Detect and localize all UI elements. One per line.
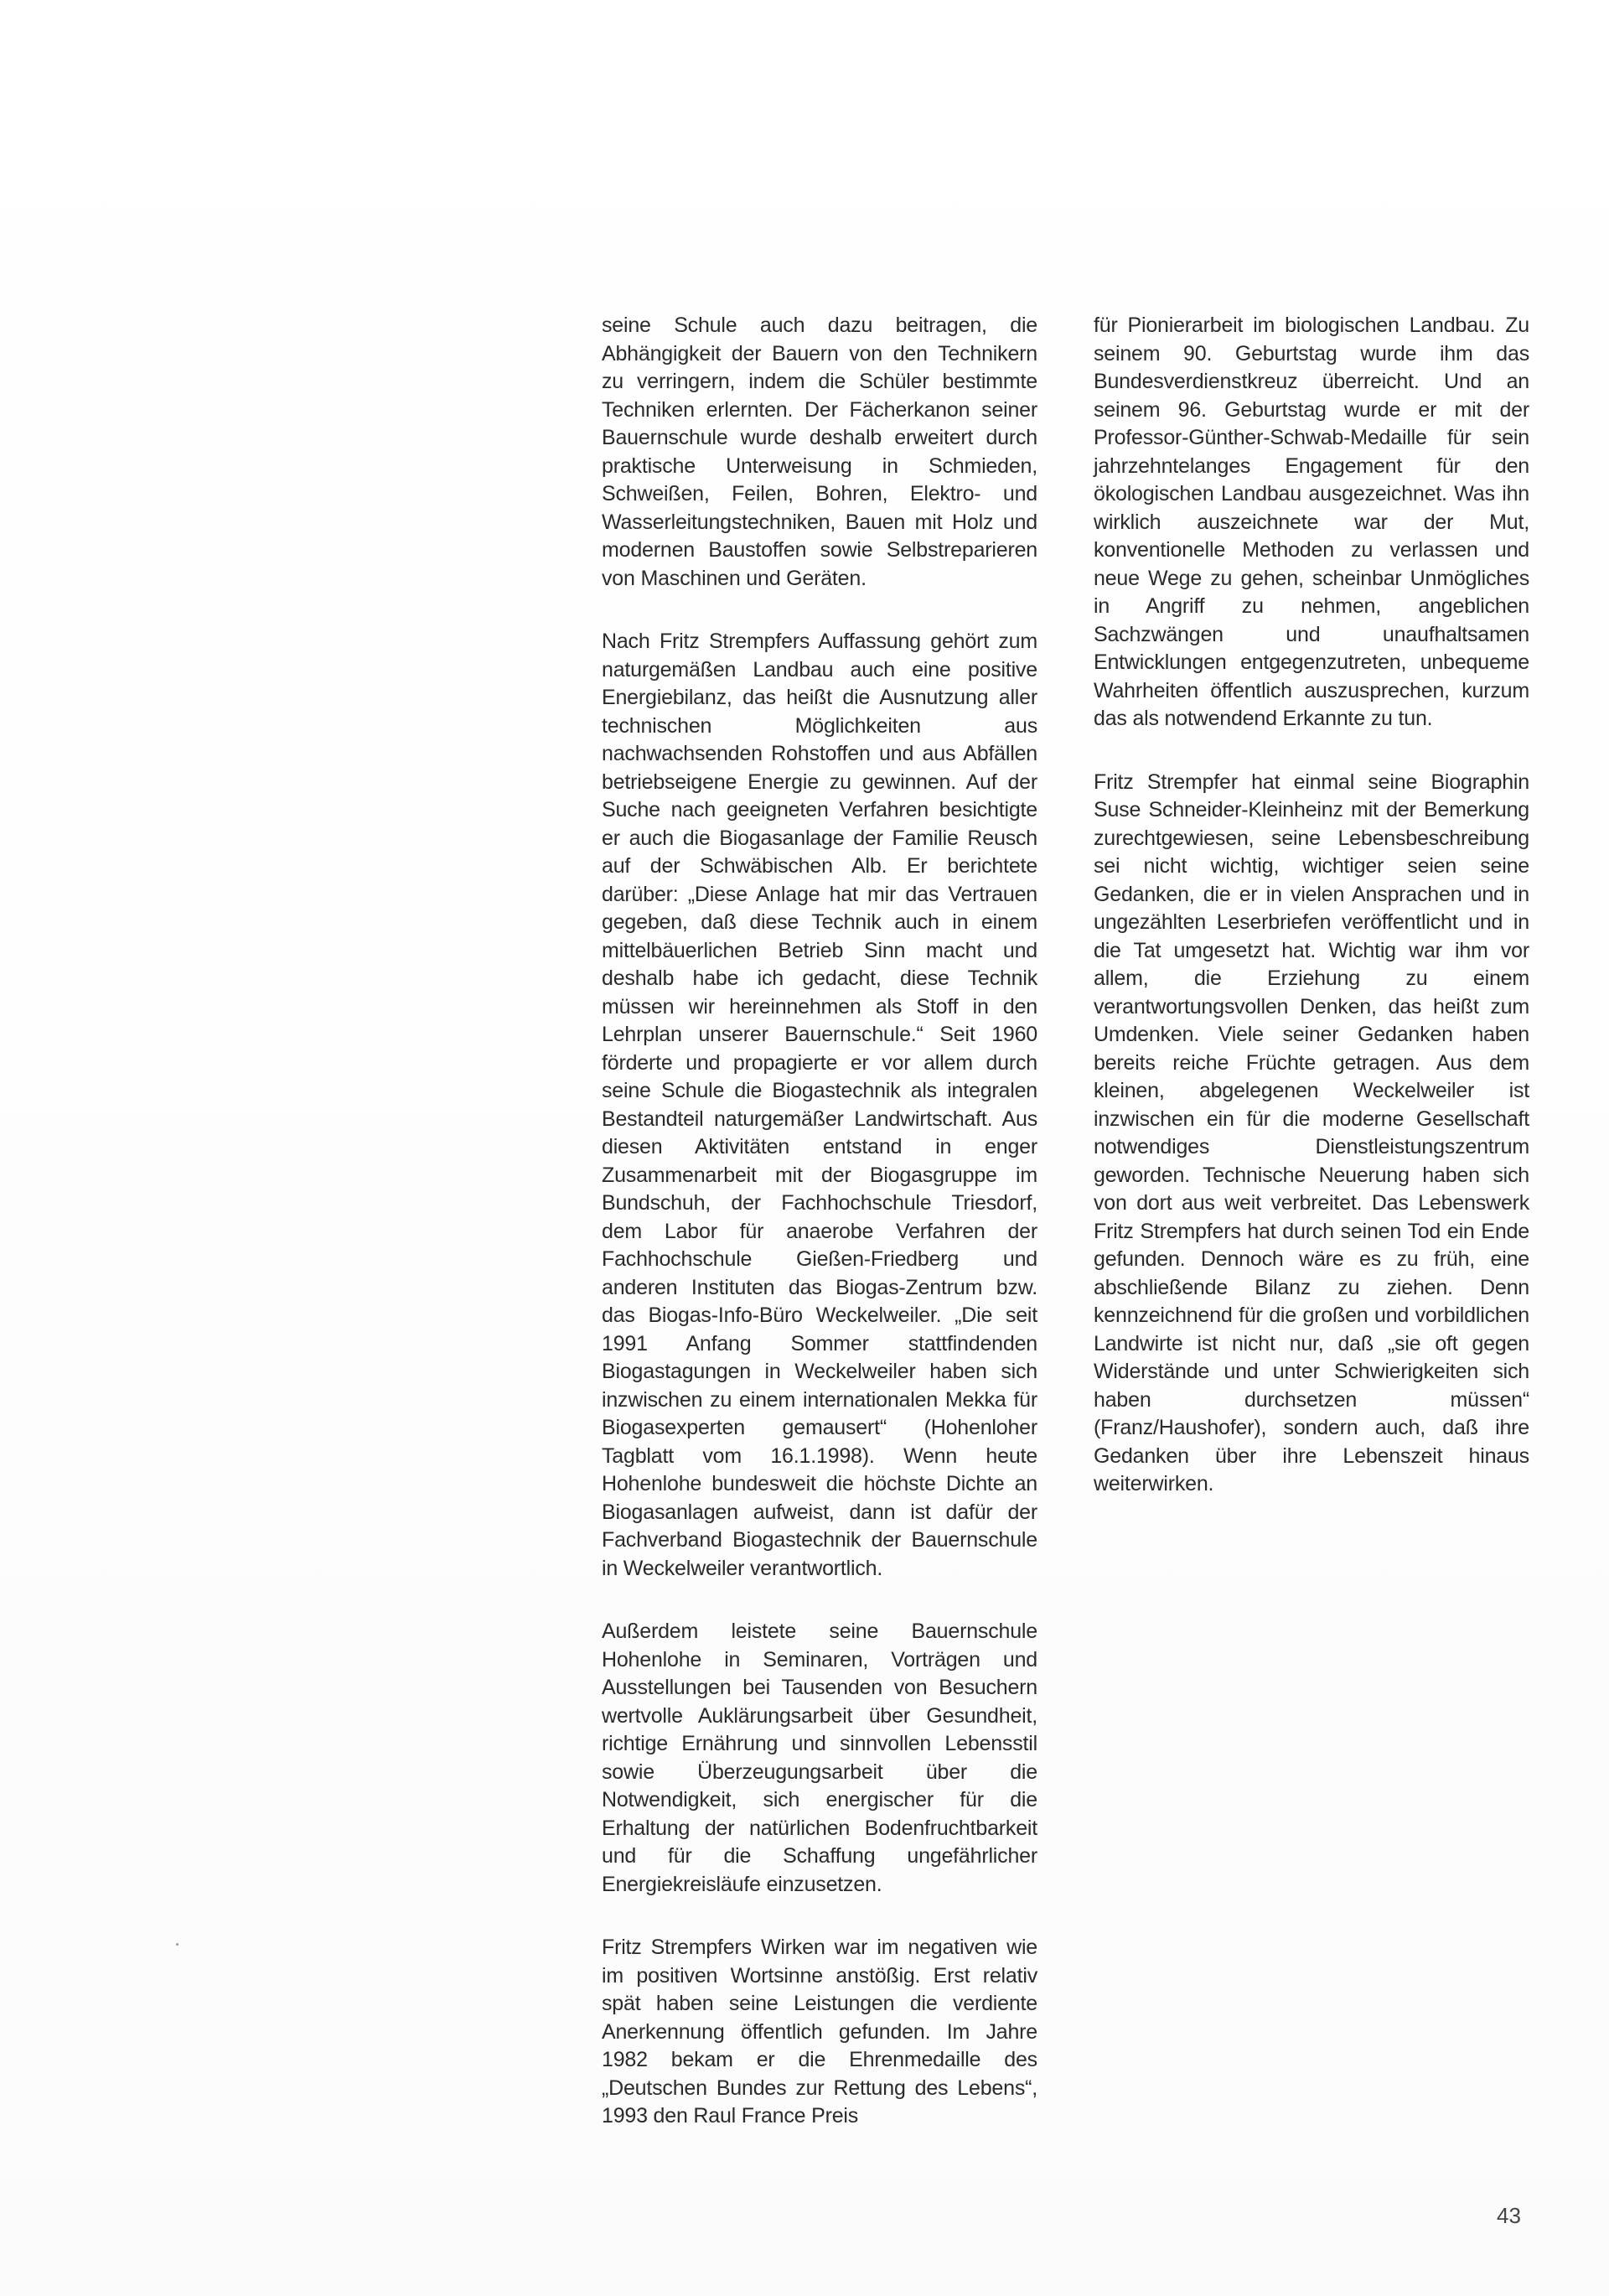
paragraph-education-outreach: Außerdem leistete seine Bauernschule Hohenlohe in Seminaren, Vorträgen und Ausstellungen bei Tausenden von Besuchern wertvolle Auklärungsarbeit über Gesundheit, richtige Ernährung und sinnvollen Lebensstil sowie Überzeugungsarbeit über die Notwendigkeit, sich energischer für die Erhaltung der natürlichen Bodenfruchtbarkeit und für die Schaffung ungefährlicher Energiekreisläufe einzusetzen. xyxy=(602,1620,1037,1896)
right-text-column xyxy=(1094,312,1529,1534)
page-number: 43 xyxy=(1497,2203,1521,2228)
paragraph-awards-courage: für Pionierarbeit im biologischen Landbau. Zu seinem 90. Geburtstag wurde ihm das Bundesverdienstkreuz überreicht. Und an seinem 96. Geburtstag wurde er mit der Professor-Günther-Schwab-Medaille für sein jahrzehntelanges Engagement für den ökologischen Landbau ausgezeichnet. Was ihn wirklich auszeichnete war der Mut, konventionelle Methoden zu verlassen und neue Wege zu gehen, scheinbar Unmögliches in Angriff zu nehmen, angeblichen Sachzwängen und unaufhaltsamen Entwicklungen entgegenzutreten, unbequeme Wahrheiten öffentlich auszusprechen, kurzum das als notwendend Erkannte zu tun. xyxy=(1094,314,1529,730)
paragraph-recognition: Fritz Strempfers Wirken war im negativen wie im positiven Wortsinne anstößig. Erst relativ spät haben seine Leistungen die verdiente Anerkennung öffentlich gefunden. Im Jahre 1982 bekam er die Ehrenmedaille des „Deutschen Bundes zur Rettung des Lebens“, 1993 den Raul France Preis xyxy=(602,1936,1037,2128)
paragraph-legacy: Fritz Strempfer hat einmal seine Biographin Suse Schneider-Kleinheinz mit der Bemerkung zurechtgewiesen, seine Lebensbeschreibung sei nicht wichtig, wichtiger seien seine Gedanken, die er in vielen Ansprachen und in ungezählten Leserbriefen veröffentlicht und in die Tat umgesetzt hat. Wichtig war ihm vor allem, die Erziehung zu einem verantwortungsvollen Denken, das heißt zum Umdenken. Viele seiner Gedanken haben bereits reiche Früchte getragen. Aus dem kleinen, abgelegenen Weckelweiler ist inzwischen ein für die moderne Gesellschaft notwendiges Dienstleistungszentrum geworden. Technische Neuerung haben sich von dort aus weit verbreitet. Das Lebenswerk Fritz Strempfers hat durch seinen Tod ein Ende gefunden. Dennoch wäre es zu früh, eine abschließende Bilanz zu ziehen. Denn kennzeichnend für die großen und vorbildlichen Landwirte ist nicht nur, daß „sie oft gegen Widerstände und unter Schwierigkeiten sich haben durchsetzen müssen“ (Franz/Haushofer), sondern auch, daß ihre Gedanken über ihre Lebenszeit hinaus weiterwirken. xyxy=(1094,770,1529,1495)
left-text-column xyxy=(602,312,1037,2166)
paper-speck xyxy=(176,1943,178,1946)
paragraph-technical-training: seine Schule auch dazu beitragen, die Abhängigkeit der Bauern von den Technikern zu verringern, indem die Schüler bestimmte Techniken erlernten. Der Fächerkanon seiner Bauernschule wurde deshalb erweitert durch praktische Unterweisung in Schmieden, Schweißen, Feilen, Bohren, Elektro- und Wasserleitungstechniken, Bauen mit Holz und modernen Baustoffen sowie Selbstreparieren von Maschinen und Geräten. xyxy=(602,314,1037,590)
paragraph-energy-biogas: Nach Fritz Strempfers Auffassung gehört zum naturgemäßen Landbau auch eine positive Energiebilanz, das heißt die Ausnutzung aller technischen Möglichkeiten aus nachwachsenden Rohstoffen und aus Abfällen betriebseigene Energie zu gewinnen. Auf der Suche nach geeigneten Verfahren besichtigte er auch die Biogasanlage der Familie Reusch auf der Schwäbischen Alb. Er berichtete darüber: „Diese Anlage hat mir das Vertrauen gegeben, daß diese Technik auch in einem mittelbäuerlichen Betrieb Sinn macht und deshalb habe ich gedacht, diese Technik müssen wir hereinnehmen als Stoff in den Lehrplan unserer Bauernschule.“ Seit 1960 förderte und propagierte er vor allem durch seine Schule die Biogastechnik als integralen Bestandteil naturgemäßer Landwirtschaft. Aus diesen Aktivitäten entstand in enger Zusammenarbeit mit der Biogasgruppe im Bundschuh, der Fachhochschule Triesdorf, dem Labor für anaerobe Verfahren der Fachhochschule Gießen-Friedberg und anderen Instituten das Biogas-Zentrum bzw. das Biogas-Info-Büro Weckelweiler. „Die seit 1991 Anfang Sommer stattfindenden Biogastagungen in Weckelweiler haben sich inzwischen zu einem internationalen Mekka für Biogasexperten gemausert“ (Hohenloher Tagblatt vom 16.1.1998). Wenn heute Hohenlohe bundesweit die höchste Dichte an Biogasanlagen aufweist, dann ist dafür der Fachverband Biogastechnik der Bauernschule in Weckelweiler verantwortlich. xyxy=(602,630,1037,1580)
